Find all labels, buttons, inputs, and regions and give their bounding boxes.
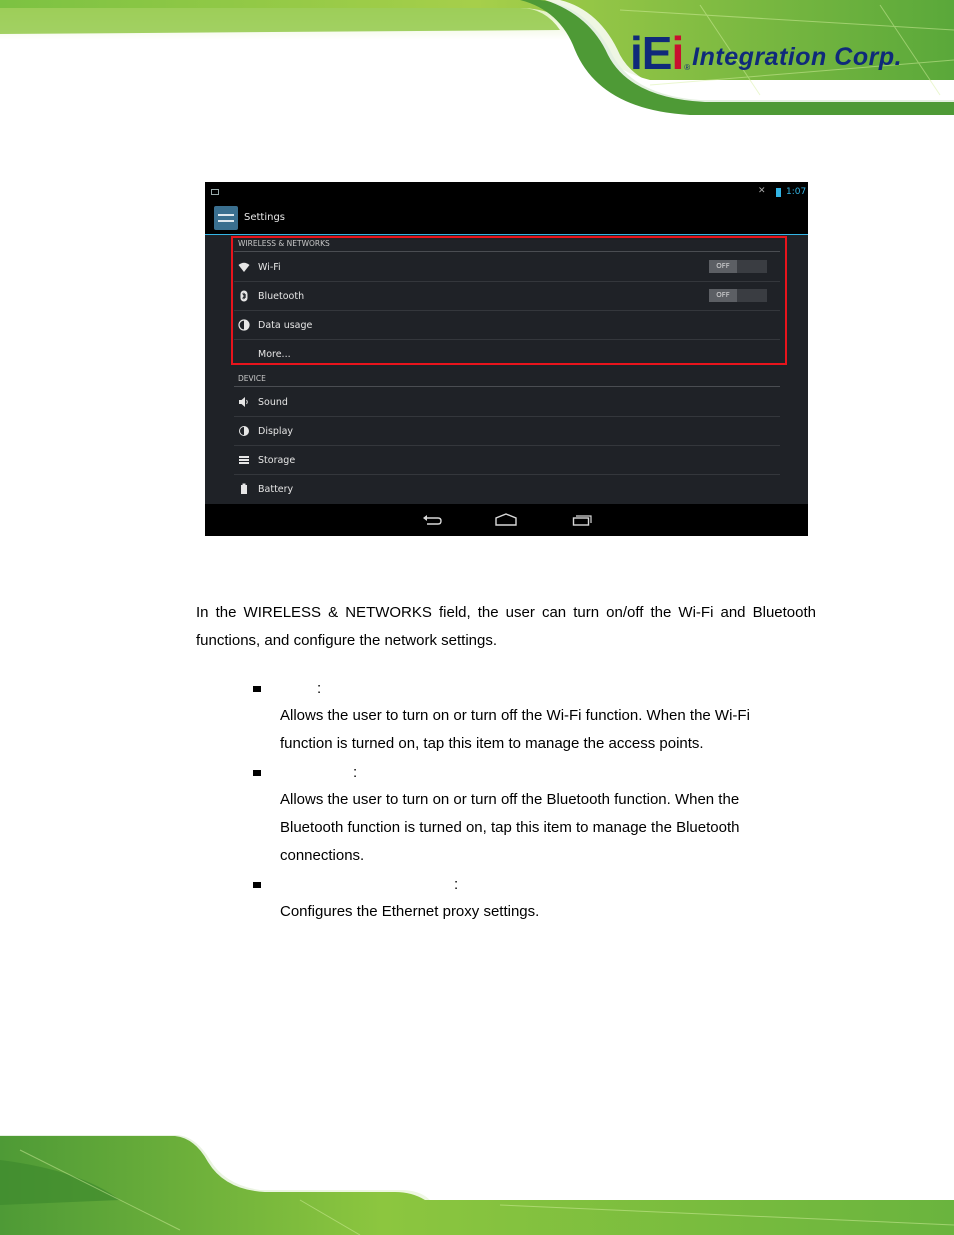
recent-apps-icon[interactable]: [572, 512, 594, 528]
item-colon: :: [317, 680, 322, 697]
navigation-bar: [205, 504, 808, 536]
settings-item-label: More...: [258, 349, 291, 360]
settings-item-label: Bluetooth: [258, 291, 305, 302]
item-colon: :: [454, 876, 459, 893]
battery-icon: [238, 483, 250, 495]
description-line: function is turned on, tap this item to manage the access points.: [280, 735, 704, 752]
description-line: connections.: [280, 847, 365, 864]
intro-paragraph: [196, 599, 816, 655]
toggle-state: OFF: [709, 260, 737, 273]
settings-item-label: Storage: [258, 455, 296, 466]
description-line: Allows the user to turn on or turn off the Wi-Fi function. When the Wi-Fi: [280, 707, 750, 724]
bullet-marker: [253, 770, 261, 776]
item-description: [280, 898, 800, 926]
speaker-icon: [238, 396, 250, 408]
settings-item-label: Wi-Fi: [258, 262, 281, 273]
storage-icon: [238, 454, 250, 466]
android-settings-screenshot: [205, 182, 808, 536]
battery-status-icon: [776, 188, 781, 197]
display-icon: [238, 425, 250, 437]
description-line: Configures the Ethernet proxy settings.: [280, 903, 540, 920]
action-bar-title: Settings: [244, 212, 286, 223]
settings-item-label: Battery: [258, 484, 294, 495]
page-header-banner: [0, 0, 954, 115]
settings-item-display[interactable]: [234, 417, 780, 446]
settings-app-icon[interactable]: [214, 206, 238, 230]
logo-registered-mark: ®: [684, 63, 691, 72]
intro-line: In the WIRELESS & NETWORKS field, the user can turn on/off the Wi-Fi and Bluetooth: [196, 604, 816, 621]
intro-line: functions, and configure the network settings.: [196, 632, 498, 649]
back-icon[interactable]: [421, 512, 443, 528]
item-description: [280, 702, 800, 758]
item-colon: :: [353, 764, 358, 781]
bullet-marker: [253, 686, 261, 692]
mic-off-icon: ✕: [758, 186, 766, 196]
settings-item-label: Display: [258, 426, 294, 437]
item-description: [280, 786, 800, 870]
toggle-state: OFF: [709, 289, 737, 302]
action-bar: [205, 202, 808, 235]
section-header-wireless: WIRELESS & NETWORKS: [234, 236, 780, 252]
settings-item-label: Data usage: [258, 320, 313, 331]
highlight-box: [231, 236, 787, 365]
image-notification-icon: [211, 189, 219, 195]
bullet-marker: [253, 882, 261, 888]
page-footer-banner: [0, 1130, 954, 1235]
home-icon[interactable]: [495, 512, 517, 528]
logo-text: Integration Corp.: [692, 43, 903, 71]
section-header-device: DEVICE: [234, 371, 780, 387]
company-logo: [630, 24, 903, 79]
settings-item-battery[interactable]: [234, 475, 780, 504]
settings-item-storage[interactable]: [234, 446, 780, 475]
logo-mark: iEi: [630, 27, 684, 79]
status-bar: [205, 182, 808, 202]
settings-item-sound[interactable]: [234, 388, 780, 417]
description-line: Allows the user to turn on or turn off the Bluetooth function. When the: [280, 791, 740, 808]
settings-item-label: Sound: [258, 397, 288, 408]
description-line: Bluetooth function is turned on, tap this item to manage the Bluetooth: [280, 819, 740, 836]
status-clock: 1:07: [786, 187, 807, 197]
